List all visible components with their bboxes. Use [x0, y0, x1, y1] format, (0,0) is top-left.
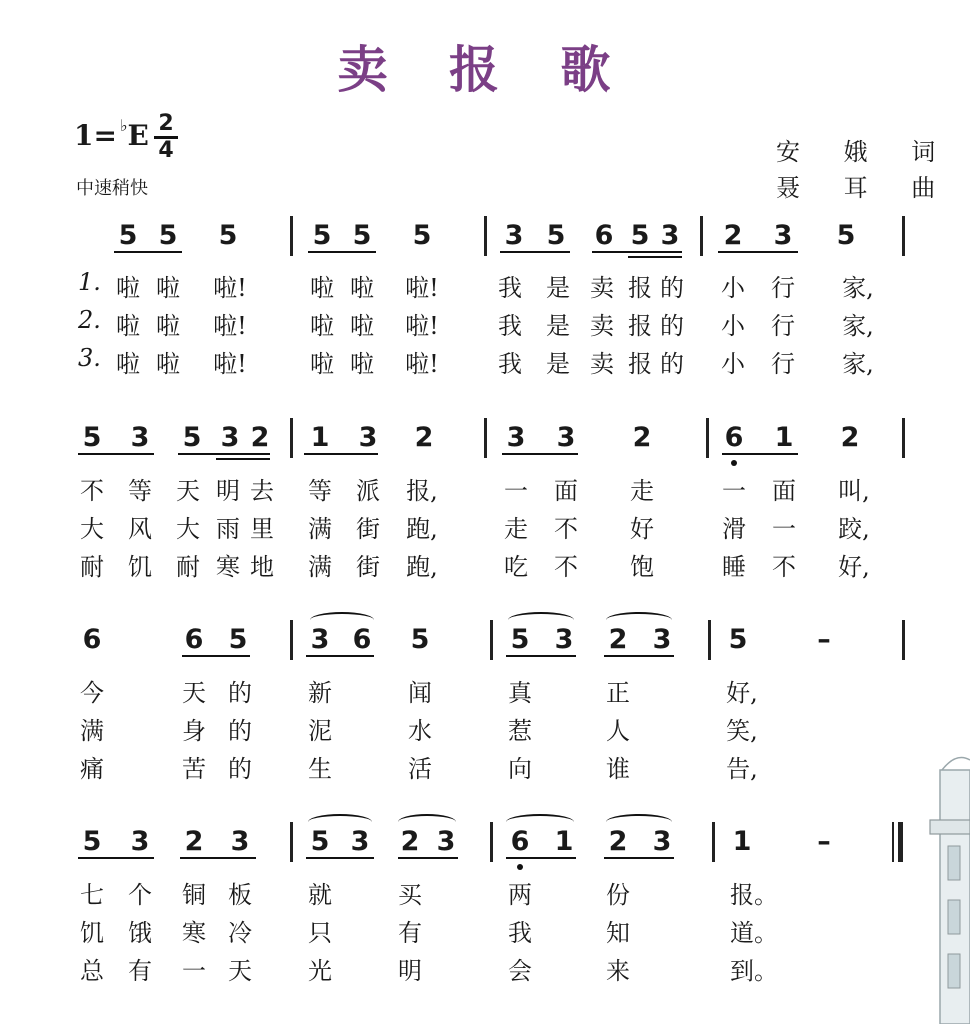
lyric-syllable: 闻 — [408, 679, 432, 707]
lyric-syllable: 街 — [356, 515, 380, 543]
lyric-syllable: 走 — [630, 477, 654, 505]
lyric-syllable: 会 — [508, 957, 532, 985]
note: 5 — [228, 624, 248, 655]
note: 3 — [230, 826, 250, 857]
lyric-syllable: 啦 — [350, 274, 374, 302]
lyric-syllable: 啦! — [405, 312, 439, 340]
lyric-syllable: 啦! — [405, 274, 439, 302]
lyric-syllable: 一 — [182, 957, 206, 985]
note: 2 — [608, 826, 628, 857]
lyric-syllable: 睡 — [722, 553, 746, 581]
lyric-syllable: 好 — [630, 515, 654, 543]
lyric-syllable: 正 — [606, 679, 630, 707]
note: 3 — [504, 220, 524, 251]
lyric-syllable: 跑, — [406, 515, 438, 543]
note: 3 — [130, 422, 150, 453]
lyric-syllable: 的 — [228, 755, 252, 783]
lyric-syllable: 到。 — [730, 957, 778, 985]
note: 6 — [724, 422, 744, 453]
time-numerator: 2 — [158, 111, 174, 136]
lyric-syllable: 饥 — [128, 553, 152, 581]
building-illustration — [922, 750, 970, 1024]
lyric-syllable: 满 — [80, 717, 104, 745]
lyric-syllable: 明 — [216, 477, 240, 505]
lyric-syllable: 痛 — [80, 755, 104, 783]
lyric-syllable: 行 — [771, 312, 795, 340]
lyric-syllable: 一 — [772, 515, 796, 543]
lyric-syllable: 不 — [772, 553, 796, 581]
lyric-syllable: 行 — [771, 350, 795, 378]
lyric-syllable: 泥 — [308, 717, 332, 745]
lyric-syllable: 惹 — [508, 717, 532, 745]
note: 5 — [158, 220, 178, 251]
lyric-syllable: 的 — [660, 274, 684, 302]
lyric-syllable: 满 — [308, 515, 332, 543]
note: 5 — [546, 220, 566, 251]
lower-octave-dot — [731, 460, 737, 466]
lyric-syllable: 大 — [80, 515, 104, 543]
lyric-syllable: 啦 — [116, 274, 140, 302]
time-denominator: 4 — [158, 138, 174, 163]
note: 2 — [632, 422, 652, 453]
lyric-syllable: 啦! — [405, 350, 439, 378]
lyric-syllable: 真 — [508, 679, 532, 707]
note: 5 — [412, 220, 432, 251]
note: 3 — [130, 826, 150, 857]
lyric-syllable: 道。 — [730, 919, 778, 947]
lyric-syllable: 铜 — [182, 881, 206, 909]
lyric-syllable: 我 — [508, 919, 532, 947]
lyric-syllable: 板 — [228, 881, 252, 909]
lyric-syllable: 来 — [606, 957, 630, 985]
lyric-syllable: 卖 — [590, 350, 614, 378]
lyric-syllable: 笑, — [726, 717, 758, 745]
lyric-syllable: 卖 — [590, 312, 614, 340]
song-title: 卖 报 歌 — [337, 41, 633, 99]
lyric-syllable: 知 — [606, 919, 630, 947]
lyric-syllable: 报。 — [730, 881, 778, 909]
note: 3 — [556, 422, 576, 453]
lyric-syllable: 耐 — [80, 553, 104, 581]
lyric-syllable: 有 — [128, 957, 152, 985]
lyric-syllable: 饥 — [80, 919, 104, 947]
lyric-syllable: 好, — [838, 553, 870, 581]
lyric-syllable: 买 — [398, 881, 422, 909]
note: 3 — [436, 826, 456, 857]
lyricist-credit: 安 娥 词 — [776, 138, 954, 166]
lyric-syllable: 啦 — [350, 312, 374, 340]
note: 2 — [250, 422, 270, 453]
lyric-syllable: 小 — [721, 312, 745, 340]
lyric-syllable: 跤, — [838, 515, 870, 543]
note: 3 — [773, 220, 793, 251]
lyric-syllable: 报 — [628, 350, 652, 378]
lyric-syllable: 的 — [228, 679, 252, 707]
sustain-dash: – — [817, 826, 831, 857]
lyric-syllable: 面 — [772, 477, 796, 505]
note: 3 — [350, 826, 370, 857]
lyric-syllable: 家, — [842, 312, 874, 340]
lyric-syllable: 啦 — [116, 350, 140, 378]
lyric-syllable: 耐 — [176, 553, 200, 581]
note: 3 — [652, 826, 672, 857]
note: 1 — [732, 826, 752, 857]
note: 6 — [184, 624, 204, 655]
lyric-syllable: 街 — [356, 553, 380, 581]
lyric-syllable: 地 — [250, 553, 274, 581]
note: 6 — [510, 826, 530, 857]
lyric-syllable: 啦 — [156, 312, 180, 340]
lyric-syllable: 啦! — [213, 350, 247, 378]
lyric-syllable: 啦 — [156, 274, 180, 302]
lyric-syllable: 小 — [721, 350, 745, 378]
note: 5 — [352, 220, 372, 251]
note: 3 — [310, 624, 330, 655]
note: 1 — [554, 826, 574, 857]
lyric-syllable: 天 — [228, 957, 252, 985]
lyric-syllable: 报 — [628, 312, 652, 340]
lyric-syllable: 饿 — [128, 919, 152, 947]
lyric-syllable: 个 — [128, 881, 152, 909]
note: 3 — [554, 624, 574, 655]
lyric-syllable: 身 — [182, 717, 206, 745]
lyric-syllable: 告, — [726, 755, 758, 783]
composer-credit: 聂 耳 曲 — [776, 174, 954, 202]
lyric-syllable: 里 — [250, 515, 274, 543]
lower-octave-dot — [517, 864, 523, 870]
lyric-syllable: 有 — [398, 919, 422, 947]
sustain-dash: – — [817, 624, 831, 655]
lyric-syllable: 的 — [660, 312, 684, 340]
lyric-syllable: 的 — [660, 350, 684, 378]
note: 6 — [82, 624, 102, 655]
note: 5 — [182, 422, 202, 453]
note: 5 — [510, 624, 530, 655]
lyric-syllable: 寒 — [182, 919, 206, 947]
note: 5 — [630, 220, 650, 251]
lyric-syllable: 风 — [128, 515, 152, 543]
note: 2 — [414, 422, 434, 453]
note: 2 — [608, 624, 628, 655]
lyric-syllable: 啦 — [116, 312, 140, 340]
lyric-syllable: 是 — [546, 312, 570, 340]
note: 6 — [352, 624, 372, 655]
lyric-syllable: 吃 — [504, 553, 528, 581]
note: 2 — [184, 826, 204, 857]
lyric-syllable: 叫, — [838, 477, 870, 505]
note: 3 — [506, 422, 526, 453]
lyric-syllable: 活 — [408, 755, 432, 783]
lyric-syllable: 生 — [308, 755, 332, 783]
lyric-syllable: 我 — [498, 274, 522, 302]
flat-symbol: ♭ — [119, 116, 128, 135]
verse-number: 1. — [78, 268, 101, 296]
lyric-syllable: 向 — [508, 755, 532, 783]
lyric-syllable: 份 — [606, 881, 630, 909]
lyric-syllable: 苦 — [182, 755, 206, 783]
note: 3 — [358, 422, 378, 453]
lyric-syllable: 面 — [554, 477, 578, 505]
lyric-syllable: 人 — [606, 717, 630, 745]
lyric-syllable: 报, — [406, 477, 438, 505]
lyric-syllable: 的 — [228, 717, 252, 745]
lyric-syllable: 天 — [182, 679, 206, 707]
key-signature: 1= ♭E — [74, 116, 149, 152]
lyric-syllable: 一 — [722, 477, 746, 505]
lyric-syllable: 七 — [80, 881, 104, 909]
note: 5 — [310, 826, 330, 857]
note: 3 — [652, 624, 672, 655]
lyric-syllable: 啦 — [350, 350, 374, 378]
lyric-syllable: 小 — [721, 274, 745, 302]
lyric-syllable: 走 — [504, 515, 528, 543]
lyric-syllable: 家, — [842, 350, 874, 378]
note: 5 — [82, 826, 102, 857]
note: 5 — [836, 220, 856, 251]
lyric-syllable: 两 — [508, 881, 532, 909]
note: 5 — [118, 220, 138, 251]
lyric-syllable: 是 — [546, 274, 570, 302]
lyric-syllable: 天 — [176, 477, 200, 505]
lyric-syllable: 不 — [554, 515, 578, 543]
lyric-syllable: 啦 — [310, 312, 334, 340]
note: 5 — [410, 624, 430, 655]
lyric-syllable: 我 — [498, 350, 522, 378]
lyric-syllable: 光 — [308, 957, 332, 985]
note: 2 — [840, 422, 860, 453]
lyric-syllable: 就 — [308, 881, 332, 909]
lyric-syllable: 总 — [80, 957, 104, 985]
lyric-syllable: 不 — [80, 477, 104, 505]
note: 2 — [400, 826, 420, 857]
lyric-syllable: 明 — [398, 957, 422, 985]
lyric-syllable: 报 — [628, 274, 652, 302]
verse-number: 3. — [78, 344, 101, 372]
note: 5 — [312, 220, 332, 251]
lyric-syllable: 是 — [546, 350, 570, 378]
lyric-syllable: 寒 — [216, 553, 240, 581]
verse-number: 2. — [78, 306, 101, 334]
note: 2 — [723, 220, 743, 251]
lyric-syllable: 好, — [726, 679, 758, 707]
lyric-syllable: 去 — [250, 477, 274, 505]
note: 3 — [220, 422, 240, 453]
lyric-syllable: 满 — [308, 553, 332, 581]
lyric-syllable: 冷 — [228, 919, 252, 947]
lyric-syllable: 我 — [498, 312, 522, 340]
lyric-syllable: 卖 — [590, 274, 614, 302]
lyric-syllable: 行 — [771, 274, 795, 302]
lyric-syllable: 啦 — [156, 350, 180, 378]
lyric-syllable: 新 — [308, 679, 332, 707]
lyric-syllable: 啦 — [310, 350, 334, 378]
lyric-syllable: 饱 — [630, 553, 654, 581]
lyric-syllable: 大 — [176, 515, 200, 543]
lyric-syllable: 一 — [504, 477, 528, 505]
lyric-syllable: 等 — [128, 477, 152, 505]
note: 1 — [774, 422, 794, 453]
lyric-syllable: 跑, — [406, 553, 438, 581]
lyric-syllable: 雨 — [216, 515, 240, 543]
note: 3 — [660, 220, 680, 251]
lyric-syllable: 水 — [408, 717, 432, 745]
lyric-syllable: 今 — [80, 679, 104, 707]
time-signature — [154, 111, 178, 163]
note: 5 — [728, 624, 748, 655]
lyric-syllable: 只 — [308, 919, 332, 947]
lyric-syllable: 滑 — [722, 515, 746, 543]
lyric-syllable: 派 — [356, 477, 380, 505]
lyric-syllable: 啦 — [310, 274, 334, 302]
note: 5 — [218, 220, 238, 251]
lyric-syllable: 谁 — [606, 755, 630, 783]
tempo-marking: 中速稍快 — [76, 178, 148, 199]
lyric-syllable: 家, — [842, 274, 874, 302]
note: 1 — [310, 422, 330, 453]
lyric-syllable: 等 — [308, 477, 332, 505]
lyric-syllable: 啦! — [213, 274, 247, 302]
note: 6 — [594, 220, 614, 251]
note: 5 — [82, 422, 102, 453]
lyric-syllable: 啦! — [213, 312, 247, 340]
lyric-syllable: 不 — [554, 553, 578, 581]
